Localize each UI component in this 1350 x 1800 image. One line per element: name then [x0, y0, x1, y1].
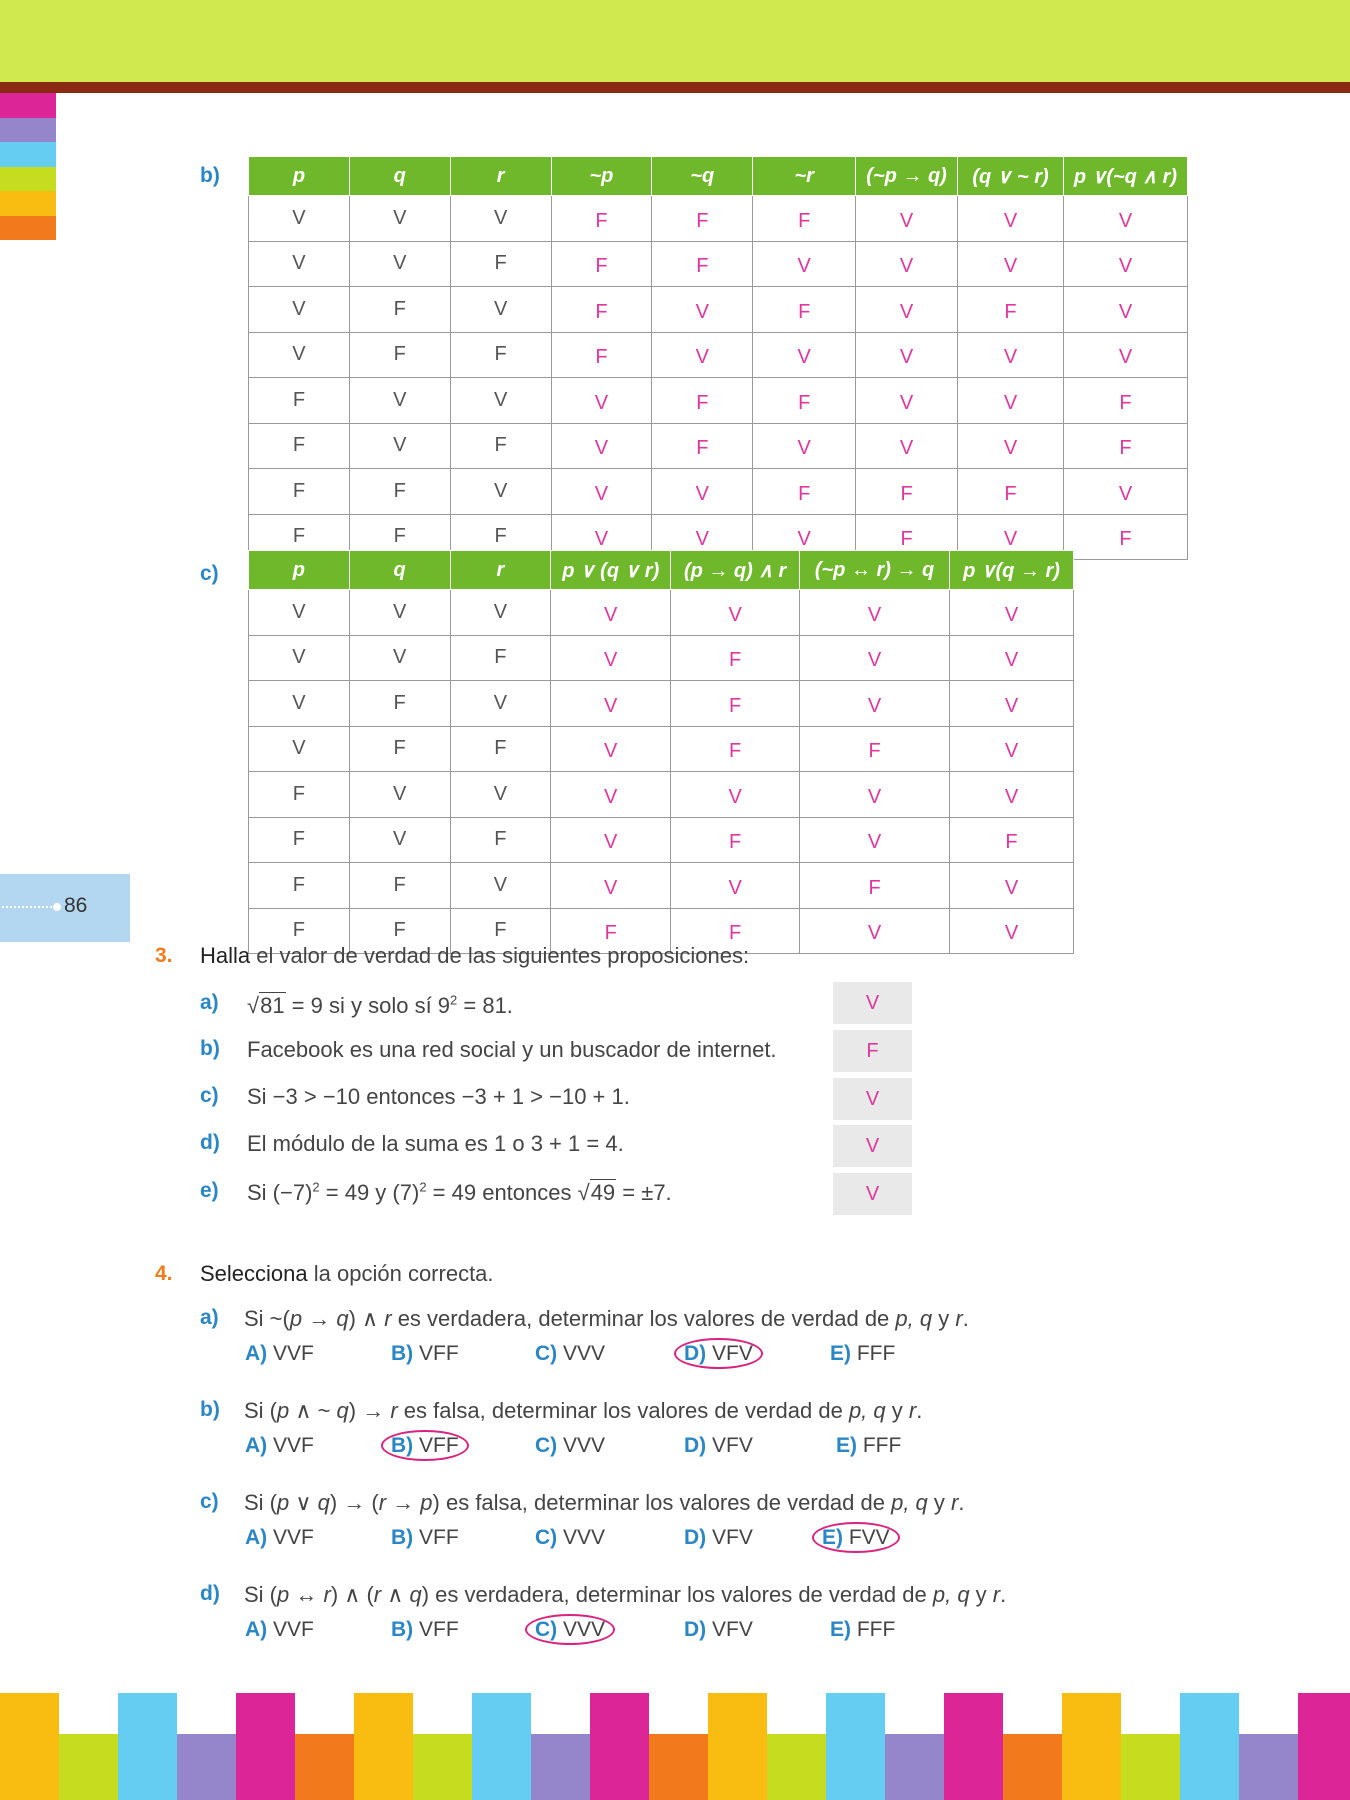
q4-item-b-label: b) — [200, 1398, 220, 1421]
option-value: VVV — [557, 1342, 606, 1365]
q3-item-a-text: √81 = 9 si y solo sí $9^2 = 81$. — [247, 992, 513, 1018]
table-header: r — [450, 157, 551, 196]
table-cell: F — [249, 514, 350, 560]
table-cell: V — [551, 423, 652, 469]
answer-option[interactable] — [684, 1342, 763, 1366]
decor-stripe — [0, 1693, 59, 1800]
decor-stripe — [118, 1693, 177, 1800]
table-cell: F — [450, 423, 551, 469]
decor-stripe — [236, 1693, 295, 1800]
answer-option[interactable] — [684, 1434, 753, 1458]
table-row — [249, 772, 1074, 818]
q4-item-a-text: Si ~(p → q) ∧ r es verdadera, determinar los valores de verdad de p, q y r. — [244, 1306, 969, 1331]
table-cell: V — [349, 635, 450, 681]
q3-item-c-text: Si −3 > −10 entonces −3 + 1 > −10 + 1. — [247, 1084, 630, 1109]
table-cell: F — [1063, 514, 1187, 560]
bottom-decoration — [0, 1693, 1350, 1800]
decor-stripe — [354, 1693, 413, 1800]
top-banner — [0, 0, 1350, 82]
table-header: p ∨ (q ∨ r) — [551, 551, 671, 590]
option-letter: E) — [830, 1618, 851, 1641]
table-cell: V — [249, 590, 350, 636]
table-cell: V — [958, 241, 1064, 287]
table-cell: V — [652, 469, 753, 515]
table-cell: V — [958, 514, 1064, 560]
q3-answer-b: F — [833, 1030, 912, 1072]
table-cell: V — [450, 681, 551, 727]
table-cell: V — [652, 287, 753, 333]
table-cell: V — [551, 469, 652, 515]
table-cell: F — [753, 469, 856, 515]
table-row — [249, 423, 1188, 469]
answer-option[interactable] — [684, 1526, 753, 1550]
table-cell: V — [1063, 196, 1187, 242]
table-cell: F — [1063, 423, 1187, 469]
table-cell: V — [950, 863, 1074, 909]
table-cell: F — [671, 635, 800, 681]
answer-option[interactable] — [836, 1434, 901, 1458]
table-cell: F — [249, 378, 350, 424]
q3-answer-a: V — [833, 982, 912, 1024]
truth-table-c — [248, 550, 1074, 954]
decor-stripe — [649, 1734, 708, 1800]
table-cell: F — [450, 635, 551, 681]
answer-option[interactable] — [535, 1526, 605, 1550]
table-cell: F — [349, 514, 450, 560]
table-row — [249, 681, 1074, 727]
table-cell: F — [349, 863, 450, 909]
decor-stripe — [1121, 1734, 1180, 1800]
table-cell: V — [450, 469, 551, 515]
table-cell: V — [856, 332, 958, 378]
table-row — [249, 378, 1188, 424]
decor-stripe — [826, 1693, 885, 1800]
question-4-text: la opción correcta. — [313, 1261, 494, 1286]
table-cell: V — [753, 423, 856, 469]
option-letter: C) — [535, 1526, 558, 1549]
decor-stripe — [59, 1734, 118, 1800]
table-cell: F — [349, 908, 450, 954]
table-cell: V — [800, 817, 950, 863]
table-cell: V — [958, 196, 1064, 242]
option-value: VVV — [557, 1434, 606, 1457]
table-header: ~p — [551, 157, 652, 196]
table-cell: V — [1063, 287, 1187, 333]
answer-option[interactable] — [391, 1342, 459, 1366]
answer-option[interactable] — [535, 1618, 615, 1642]
table-cell: V — [450, 378, 551, 424]
q4-item-b-text: Si (p ∧ ~ q) → r es falsa, determinar los valores de verdad de p, q y r. — [244, 1398, 923, 1423]
table-cell: V — [551, 590, 671, 636]
answer-option[interactable] — [822, 1526, 900, 1550]
table-cell: F — [753, 287, 856, 333]
table-header: (~p ↔ r) → q — [800, 551, 950, 590]
q3-item-c-label: c) — [200, 1084, 219, 1107]
table-cell: F — [450, 514, 551, 560]
decor-stripe — [177, 1734, 236, 1800]
table-cell: V — [958, 332, 1064, 378]
table-cell: F — [349, 332, 450, 378]
table-cell: F — [800, 863, 950, 909]
table-header: q — [349, 157, 450, 196]
table-header: (~p → q) — [856, 157, 958, 196]
q3-item-d-text: El módulo de la suma es 1 o 3 + 1 = 4. — [247, 1131, 624, 1156]
table-row — [249, 196, 1188, 242]
table-cell: V — [249, 726, 350, 772]
decor-stripe — [1062, 1693, 1121, 1800]
table-cell: F — [450, 726, 551, 772]
decor-stripe — [767, 1734, 826, 1800]
table-cell: V — [652, 332, 753, 378]
table-row — [249, 726, 1074, 772]
table-cell: F — [551, 241, 652, 287]
table-cell: V — [551, 726, 671, 772]
decor-stripe — [295, 1734, 354, 1800]
table-cell: V — [950, 681, 1074, 727]
table-cell: F — [249, 423, 350, 469]
page-number: 86 — [64, 894, 88, 917]
option-letter: A) — [245, 1434, 268, 1457]
option-letter: B) — [391, 1342, 414, 1365]
option-value: FVV — [843, 1526, 890, 1549]
table-header: p — [249, 551, 350, 590]
answer-option[interactable] — [391, 1434, 469, 1458]
table-cell: V — [1063, 241, 1187, 287]
option-letter: D) — [684, 1434, 707, 1457]
table-cell: F — [551, 196, 652, 242]
answer-option[interactable] — [684, 1618, 753, 1642]
option-letter: E) — [822, 1526, 843, 1549]
table-row — [249, 635, 1074, 681]
option-value: VVF — [267, 1618, 314, 1641]
option-letter: B) — [391, 1434, 414, 1457]
table-cell: F — [249, 469, 350, 515]
option-letter: A) — [245, 1526, 268, 1549]
table-cell: V — [753, 241, 856, 287]
q4-item-a-label: a) — [200, 1306, 219, 1329]
option-value: VFV — [706, 1434, 753, 1457]
answer-option[interactable] — [535, 1342, 605, 1366]
q4-item-c-label: c) — [200, 1490, 219, 1513]
q3-item-b-label: b) — [200, 1037, 220, 1060]
table-cell: V — [349, 590, 450, 636]
question-3-text: el valor de verdad de las siguientes proposiciones: — [256, 943, 750, 968]
decor-stripe — [1180, 1693, 1239, 1800]
answer-option[interactable] — [830, 1618, 895, 1642]
option-letter: E) — [836, 1434, 857, 1457]
decor-stripe — [1003, 1734, 1062, 1800]
table-cell: V — [1063, 469, 1187, 515]
option-value: VVV — [557, 1618, 606, 1641]
option-letter: C) — [535, 1342, 558, 1365]
table-cell: V — [950, 726, 1074, 772]
answer-option[interactable] — [535, 1434, 605, 1458]
table-cell: V — [551, 863, 671, 909]
option-letter: D) — [684, 1526, 707, 1549]
option-value: VVF — [267, 1526, 314, 1549]
table-cell: F — [551, 332, 652, 378]
option-value: VFF — [413, 1434, 459, 1457]
table-cell: V — [450, 772, 551, 818]
decor-stripe — [944, 1693, 1003, 1800]
table-cell: F — [800, 726, 950, 772]
decor-stripe — [472, 1693, 531, 1800]
table-cell: V — [800, 908, 950, 954]
table-cell: V — [249, 241, 350, 287]
option-letter: C) — [535, 1434, 558, 1457]
top-rule — [0, 82, 1350, 93]
table-cell: F — [856, 469, 958, 515]
table-cell: V — [856, 287, 958, 333]
table-cell: F — [652, 423, 753, 469]
decor-stripe — [531, 1734, 590, 1800]
page-number-box — [0, 874, 130, 942]
table-row — [249, 241, 1188, 287]
table-cell: V — [950, 590, 1074, 636]
table-header: p ∨(q → r) — [950, 551, 1074, 590]
decor-stripe — [885, 1734, 944, 1800]
table-cell: F — [753, 378, 856, 424]
option-value: VFV — [706, 1342, 753, 1365]
table-cell: V — [450, 287, 551, 333]
option-letter: A) — [245, 1618, 268, 1641]
table-cell: F — [958, 469, 1064, 515]
table-cell: F — [349, 726, 450, 772]
q3-item-e-text: Si $(-7)^2 = 49$ y $(7)^2 = 49$ entonces √49 = ±7. — [247, 1179, 672, 1205]
table-cell: V — [249, 681, 350, 727]
table-cell: F — [671, 817, 800, 863]
option-value: FFF — [851, 1618, 896, 1641]
table-cell: V — [349, 196, 450, 242]
table-cell: F — [753, 196, 856, 242]
table-cell: V — [856, 378, 958, 424]
q4-item-d-label: d) — [200, 1582, 220, 1605]
table-cell: F — [349, 287, 450, 333]
table-cell: F — [551, 287, 652, 333]
table-cell: V — [450, 590, 551, 636]
q3-item-b-text: Facebook es una red social y un buscador de internet. — [247, 1037, 777, 1062]
table-cell: V — [349, 772, 450, 818]
table-cell: V — [551, 378, 652, 424]
table-cell: V — [551, 635, 671, 681]
decor-stripe — [708, 1693, 767, 1800]
table-b-label: b) — [200, 164, 220, 187]
table-cell: F — [551, 908, 671, 954]
table-header: p — [249, 157, 350, 196]
table-row — [249, 817, 1074, 863]
table-row — [249, 332, 1188, 378]
table-cell: V — [800, 681, 950, 727]
table-cell: V — [856, 241, 958, 287]
option-letter: E) — [830, 1342, 851, 1365]
option-value: VFF — [413, 1618, 459, 1641]
table-cell: V — [249, 196, 350, 242]
table-header: (p → q) ∧ r — [671, 551, 800, 590]
table-cell: V — [958, 423, 1064, 469]
table-cell: V — [450, 863, 551, 909]
table-cell: V — [950, 772, 1074, 818]
table-cell: V — [958, 378, 1064, 424]
option-value: VVF — [267, 1434, 314, 1457]
table-cell: F — [249, 863, 350, 909]
table-cell: F — [450, 241, 551, 287]
table-row — [249, 863, 1074, 909]
answer-option[interactable] — [245, 1342, 314, 1366]
q3-answer-d: V — [833, 1125, 912, 1167]
table-row — [249, 590, 1074, 636]
decor-stripe — [413, 1734, 472, 1800]
table-cell: F — [652, 241, 753, 287]
q4-item-d-text: Si (p ↔ r) ∧ (r ∧ q) es verdadera, determinar los valores de verdad de p, q y r. — [244, 1582, 1007, 1607]
option-value: VVV — [557, 1526, 606, 1549]
question-4-number: 4. — [155, 1262, 173, 1285]
table-cell: F — [856, 514, 958, 560]
table-cell: V — [950, 635, 1074, 681]
table-cell: V — [249, 287, 350, 333]
table-cell: F — [671, 681, 800, 727]
color-tabs — [0, 93, 56, 240]
table-c-label: c) — [200, 562, 219, 585]
table-cell: V — [349, 817, 450, 863]
table-cell: V — [349, 423, 450, 469]
table-cell: F — [950, 817, 1074, 863]
table-cell: V — [800, 590, 950, 636]
table-cell: F — [958, 287, 1064, 333]
table-cell: V — [349, 378, 450, 424]
table-cell: F — [249, 908, 350, 954]
table-cell: V — [753, 332, 856, 378]
table-cell: F — [450, 817, 551, 863]
table-cell: V — [551, 514, 652, 560]
table-cell: V — [551, 772, 671, 818]
truth-table-b — [248, 156, 1188, 560]
q3-answer-c: V — [833, 1078, 912, 1120]
table-cell: F — [652, 378, 753, 424]
table-cell: V — [856, 423, 958, 469]
table-cell: V — [753, 514, 856, 560]
option-letter: A) — [245, 1342, 268, 1365]
q3-item-e-label: e) — [200, 1179, 219, 1202]
option-value: VVF — [267, 1342, 314, 1365]
table-cell: F — [349, 469, 450, 515]
table-cell: V — [652, 514, 753, 560]
option-letter: D) — [684, 1618, 707, 1641]
table-cell: F — [349, 681, 450, 727]
option-letter: C) — [535, 1618, 558, 1641]
answer-option[interactable] — [245, 1434, 314, 1458]
table-cell: F — [450, 908, 551, 954]
answer-option[interactable] — [830, 1342, 895, 1366]
table-row — [249, 287, 1188, 333]
question-4-verb: Selecciona — [200, 1261, 308, 1286]
answer-option[interactable] — [391, 1618, 459, 1642]
option-letter: B) — [391, 1526, 414, 1549]
table-cell: V — [349, 241, 450, 287]
table-cell: V — [249, 635, 350, 681]
question-3-verb: Halla — [200, 943, 251, 968]
answer-option[interactable] — [391, 1526, 459, 1550]
table-cell: V — [551, 681, 671, 727]
option-letter: D) — [684, 1342, 707, 1365]
table-cell: V — [800, 772, 950, 818]
option-letter: B) — [391, 1618, 414, 1641]
table-cell: V — [249, 332, 350, 378]
question-3-prompt — [200, 943, 749, 969]
table-cell: V — [856, 196, 958, 242]
question-4-prompt — [200, 1261, 494, 1287]
table-cell: F — [1063, 378, 1187, 424]
decor-stripe — [1239, 1734, 1298, 1800]
option-value: FFF — [857, 1434, 902, 1457]
option-value: VFF — [413, 1342, 459, 1365]
q3-answer-e: V — [833, 1173, 912, 1215]
table-cell: F — [450, 332, 551, 378]
decor-stripe — [1298, 1693, 1350, 1800]
table-cell: F — [671, 726, 800, 772]
table-cell: V — [450, 196, 551, 242]
table-cell: V — [671, 863, 800, 909]
table-cell: V — [671, 590, 800, 636]
table-cell: F — [652, 196, 753, 242]
option-value: VFF — [413, 1526, 459, 1549]
table-row — [249, 469, 1188, 515]
option-value: VFV — [706, 1526, 753, 1549]
answer-option[interactable] — [245, 1526, 314, 1550]
answer-option[interactable] — [245, 1618, 314, 1642]
question-3-number: 3. — [155, 944, 173, 967]
option-value: VFV — [706, 1618, 753, 1641]
q4-item-c-text: Si (p ∨ q) → (r → p) es falsa, determinar los valores de verdad de p, q y r. — [244, 1490, 965, 1515]
table-cell: V — [671, 772, 800, 818]
table-header: p ∨(~q ∧ r) — [1063, 157, 1187, 196]
table-header: (q ∨ ~ r) — [958, 157, 1064, 196]
option-value: FFF — [851, 1342, 896, 1365]
table-header: r — [450, 551, 551, 590]
table-cell: V — [551, 817, 671, 863]
decor-stripe — [590, 1693, 649, 1800]
table-cell: V — [1063, 332, 1187, 378]
table-header: q — [349, 551, 450, 590]
table-cell: F — [249, 772, 350, 818]
q3-item-a-label: a) — [200, 991, 219, 1014]
table-cell: F — [671, 908, 800, 954]
q3-item-d-label: d) — [200, 1131, 220, 1154]
table-header: ~q — [652, 157, 753, 196]
table-cell: V — [800, 635, 950, 681]
table-cell: F — [249, 817, 350, 863]
table-cell: V — [950, 908, 1074, 954]
table-header: ~r — [753, 157, 856, 196]
